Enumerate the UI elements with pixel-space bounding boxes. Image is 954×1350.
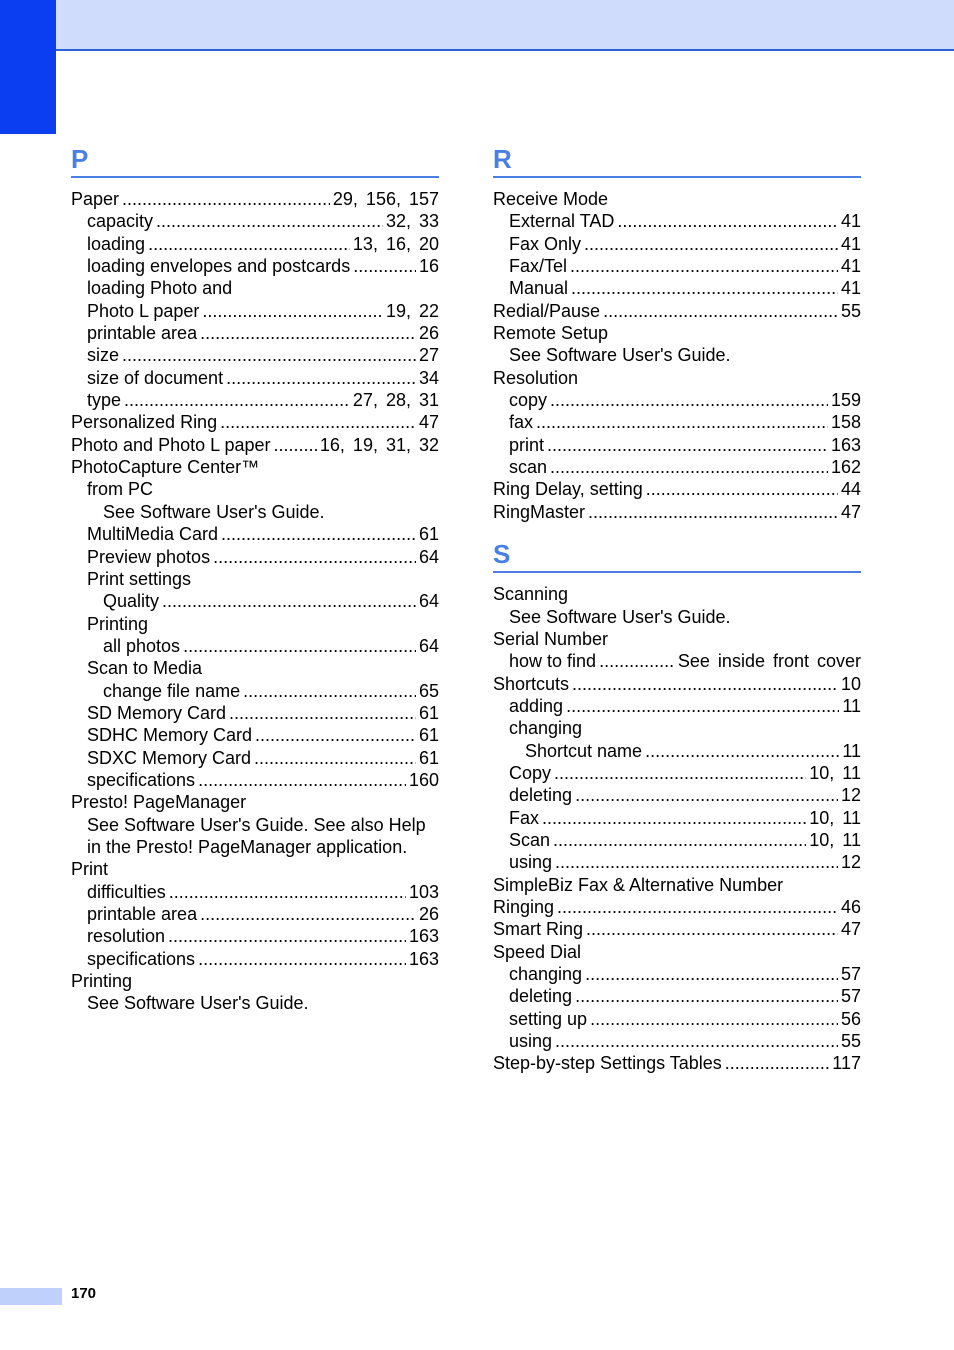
index-entry-capacity bbox=[71, 210, 439, 232]
dot-leader bbox=[200, 322, 416, 344]
entry-pages: 47 bbox=[418, 412, 439, 433]
index-column-right bbox=[493, 142, 861, 1075]
entry-pages: 10, 11 bbox=[809, 829, 861, 850]
entry-term: SD Memory Card bbox=[87, 702, 227, 723]
dot-leader bbox=[536, 411, 828, 433]
entry-term: See Software User's Guide. bbox=[103, 501, 325, 522]
entry-term: Preview photos bbox=[87, 546, 211, 567]
entry-term: MultiMedia Card bbox=[87, 524, 219, 545]
index-entry-ringing bbox=[493, 896, 861, 918]
dot-leader bbox=[645, 740, 839, 762]
section-letter: S bbox=[493, 537, 861, 573]
entry-pages: 10 bbox=[840, 673, 861, 694]
index-entry-simplebiz-fax-alternative-number bbox=[493, 874, 861, 896]
index-entry-scan bbox=[493, 456, 861, 478]
dot-leader bbox=[169, 881, 406, 903]
entry-pages: 44 bbox=[840, 479, 861, 500]
index-entry-sdhc-memory-card bbox=[71, 724, 439, 746]
index-entry-type bbox=[71, 389, 439, 411]
index-entry-adding bbox=[493, 695, 861, 717]
dot-leader bbox=[221, 523, 416, 545]
dot-leader bbox=[148, 233, 350, 255]
index-entry-paper bbox=[71, 188, 439, 210]
entry-term: Fax/Tel bbox=[509, 256, 568, 277]
dot-leader bbox=[122, 188, 330, 210]
entry-term: how to find bbox=[509, 651, 597, 672]
entry-pages: 12 bbox=[840, 852, 861, 873]
index-entry-loading bbox=[71, 233, 439, 255]
entry-term: changing bbox=[509, 964, 583, 984]
entry-term: Manual bbox=[509, 278, 569, 299]
entry-pages: 41 bbox=[840, 256, 861, 277]
index-entry-see-software-user-s-guide bbox=[493, 344, 861, 366]
entry-term: adding bbox=[509, 695, 564, 716]
index-entry-in-the-presto-pagemanager-application bbox=[71, 836, 439, 858]
entry-pages: 64 bbox=[418, 635, 439, 656]
entry-term: Print bbox=[71, 859, 109, 880]
section-letter: P bbox=[71, 142, 439, 178]
index-entry-copy bbox=[493, 389, 861, 411]
index-entry-serial-number bbox=[493, 628, 861, 650]
entry-term: Personalized Ring bbox=[71, 412, 218, 433]
index-entry-printable-area bbox=[71, 903, 439, 925]
index-entry-deleting bbox=[493, 784, 861, 806]
entry-term: See Software User's Guide. bbox=[509, 345, 731, 366]
index-column-left bbox=[71, 142, 439, 1015]
dot-leader bbox=[575, 985, 838, 1007]
entry-term: See Software User's Guide. bbox=[509, 606, 731, 627]
entry-term: Quality bbox=[103, 591, 160, 612]
entry-term: change file name bbox=[103, 680, 241, 701]
entry-term: printable area bbox=[87, 904, 198, 924]
index-entry-remote-setup bbox=[493, 322, 861, 344]
dot-leader bbox=[183, 635, 416, 657]
entry-pages: 13, 16, 20 bbox=[352, 233, 439, 254]
dot-leader bbox=[255, 724, 416, 746]
dot-leader bbox=[617, 210, 838, 232]
dot-leader bbox=[584, 233, 838, 255]
index-entry-photo-and-photo-l-paper bbox=[71, 434, 439, 456]
entry-pages: 19, 22 bbox=[385, 300, 439, 321]
dot-leader bbox=[570, 255, 838, 277]
index-entry-photo-l-paper bbox=[71, 300, 439, 322]
entry-term: loading Photo and bbox=[87, 278, 233, 299]
entry-pages: 159 bbox=[830, 390, 861, 411]
entry-term: print bbox=[509, 434, 545, 455]
index-entry-see-software-user-s-guide bbox=[493, 606, 861, 628]
dot-leader bbox=[168, 925, 406, 947]
dot-leader bbox=[162, 590, 416, 612]
entry-pages: 47 bbox=[840, 919, 861, 940]
dot-leader bbox=[122, 344, 416, 366]
index-entry-print bbox=[71, 858, 439, 880]
dot-leader bbox=[585, 963, 838, 985]
entry-pages: See inside front cover bbox=[677, 651, 861, 672]
index-entry-loading-envelopes-and-postcards bbox=[71, 255, 439, 277]
index-entry-from-pc bbox=[71, 478, 439, 500]
index-entry-photocapture-center bbox=[71, 456, 439, 478]
entry-term: specifications bbox=[87, 948, 196, 969]
dot-leader bbox=[202, 300, 383, 322]
entry-term: fax bbox=[509, 412, 534, 433]
index-entry-see-software-user-s-guide bbox=[71, 992, 439, 1014]
index-entry-speed-dial bbox=[493, 941, 861, 963]
entry-term: resolution bbox=[87, 926, 166, 947]
chapter-tab bbox=[0, 0, 56, 134]
entry-pages: 10, 11 bbox=[809, 807, 861, 828]
header-band bbox=[0, 0, 954, 51]
entry-term: SimpleBiz Fax & Alternative Number bbox=[493, 874, 784, 895]
entry-term: changing bbox=[509, 718, 583, 739]
entry-pages: 65 bbox=[418, 680, 439, 701]
entry-term: type bbox=[87, 390, 122, 411]
page-number: 170 bbox=[71, 1285, 97, 1302]
dot-leader bbox=[725, 1052, 830, 1074]
entry-term: size of document bbox=[87, 367, 224, 388]
entry-pages: 46 bbox=[840, 896, 861, 917]
entry-pages: 160 bbox=[408, 769, 439, 790]
index-section-s bbox=[493, 537, 861, 1075]
index-entry-resolution bbox=[493, 367, 861, 389]
entry-pages: 61 bbox=[418, 747, 439, 768]
index-entry-fax bbox=[493, 807, 861, 829]
dot-leader bbox=[646, 478, 838, 500]
entry-term: Serial Number bbox=[493, 628, 609, 649]
entry-term: size bbox=[87, 345, 120, 366]
dot-leader bbox=[566, 695, 839, 717]
entry-term: all photos bbox=[103, 635, 181, 656]
entry-term: Photo and Photo L paper bbox=[71, 434, 271, 455]
dot-leader bbox=[198, 948, 406, 970]
entry-pages: 29, 156, 157 bbox=[332, 189, 439, 209]
entry-term: Remote Setup bbox=[493, 323, 609, 344]
entry-pages: 10, 11 bbox=[809, 762, 861, 783]
entry-term: specifications bbox=[87, 769, 196, 790]
index-entry-preview-photos bbox=[71, 546, 439, 568]
index-entry-sd-memory-card bbox=[71, 702, 439, 724]
index-entry-using bbox=[493, 1030, 861, 1052]
index-entry-size-of-document bbox=[71, 367, 439, 389]
entry-term: in the Presto! PageManager application. bbox=[87, 836, 408, 857]
entry-term: Resolution bbox=[493, 367, 579, 388]
entry-pages: 163 bbox=[408, 926, 439, 947]
dot-leader bbox=[575, 784, 838, 806]
entry-term: Printing bbox=[87, 613, 149, 634]
dot-leader bbox=[200, 903, 416, 925]
index-entry-specifications bbox=[71, 769, 439, 791]
dot-leader bbox=[590, 1008, 838, 1030]
entry-pages: 55 bbox=[840, 1031, 861, 1052]
dot-leader bbox=[554, 762, 806, 784]
entry-pages: 162 bbox=[830, 457, 861, 478]
index-entry-redial-pause bbox=[493, 300, 861, 322]
section-letter: R bbox=[493, 142, 861, 178]
footer-bar bbox=[0, 1288, 62, 1305]
index-entry-setting-up bbox=[493, 1008, 861, 1030]
entry-term: loading envelopes and postcards bbox=[87, 256, 351, 277]
entry-pages: 55 bbox=[840, 300, 861, 321]
dot-leader bbox=[243, 680, 416, 702]
index-entry-changing bbox=[493, 963, 861, 985]
index-entry-all-photos bbox=[71, 635, 439, 657]
dot-leader bbox=[557, 896, 838, 918]
entry-term: using bbox=[509, 852, 553, 873]
entry-term: using bbox=[509, 1031, 553, 1052]
dot-leader bbox=[226, 367, 416, 389]
index-entry-external-tad bbox=[493, 210, 861, 232]
dot-leader bbox=[542, 807, 806, 829]
dot-leader bbox=[254, 747, 416, 769]
index-entry-ring-delay-setting bbox=[493, 478, 861, 500]
index-entry-shortcuts bbox=[493, 673, 861, 695]
index-entry-scan bbox=[493, 829, 861, 851]
index-entry-manual bbox=[493, 277, 861, 299]
entry-pages: 41 bbox=[840, 211, 861, 232]
entry-term: Photo L paper bbox=[87, 300, 200, 321]
index-entry-fax-only bbox=[493, 233, 861, 255]
index-entry-loading-photo-and bbox=[71, 277, 439, 299]
entry-term: Shortcut name bbox=[525, 740, 643, 761]
entry-term: Fax bbox=[509, 807, 540, 828]
entry-term: deleting bbox=[509, 986, 573, 1007]
entry-pages: 16, 19, 31, 32 bbox=[319, 434, 439, 455]
entry-term: Receive Mode bbox=[493, 189, 609, 209]
entry-term: See Software User's Guide. bbox=[87, 993, 309, 1014]
dot-leader bbox=[213, 546, 416, 568]
entry-pages: 103 bbox=[408, 881, 439, 902]
entry-term: loading bbox=[87, 233, 146, 254]
index-entry-printing bbox=[71, 970, 439, 992]
index-entry-print bbox=[493, 434, 861, 456]
section-gap bbox=[493, 523, 861, 537]
index-entry-printable-area bbox=[71, 322, 439, 344]
dot-leader bbox=[550, 389, 828, 411]
entry-pages: 56 bbox=[840, 1008, 861, 1029]
entry-term: Ring Delay, setting bbox=[493, 479, 643, 500]
entry-pages: 163 bbox=[408, 948, 439, 969]
entry-term: Fax Only bbox=[509, 233, 582, 254]
entry-pages: 16 bbox=[418, 256, 439, 277]
entry-pages: 117 bbox=[832, 1053, 861, 1074]
entry-pages: 61 bbox=[418, 725, 439, 746]
dot-leader bbox=[353, 255, 416, 277]
index-entry-using bbox=[493, 851, 861, 873]
entry-term: scan bbox=[509, 457, 548, 478]
entry-term: from PC bbox=[87, 479, 154, 500]
dot-leader bbox=[555, 1030, 838, 1052]
entry-pages: 158 bbox=[830, 412, 861, 433]
entry-term: SDXC Memory Card bbox=[87, 747, 252, 768]
entry-term: Print settings bbox=[87, 568, 192, 589]
entry-term: difficulties bbox=[87, 881, 166, 902]
index-section-r bbox=[493, 142, 861, 523]
index-entry-printing bbox=[71, 613, 439, 635]
entry-term: Scan bbox=[509, 829, 551, 850]
entry-term: Step-by-step Settings Tables bbox=[493, 1053, 722, 1074]
entry-pages: 41 bbox=[840, 233, 861, 254]
dot-leader bbox=[571, 277, 838, 299]
entry-pages: 34 bbox=[418, 367, 439, 388]
entry-pages: 64 bbox=[418, 591, 439, 612]
entry-pages: 47 bbox=[840, 501, 861, 522]
entry-pages: 61 bbox=[418, 524, 439, 545]
entry-term: Paper bbox=[71, 189, 120, 209]
entry-pages: 57 bbox=[840, 986, 861, 1007]
index-entry-ringmaster bbox=[493, 501, 861, 523]
dot-leader bbox=[586, 918, 838, 940]
entry-term: Scan to Media bbox=[87, 658, 203, 679]
entry-term: copy bbox=[509, 390, 548, 411]
dot-leader bbox=[550, 456, 828, 478]
entry-pages: 26 bbox=[418, 904, 439, 924]
index-entry-copy bbox=[493, 762, 861, 784]
index-entry-sdxc-memory-card bbox=[71, 747, 439, 769]
entry-pages: 61 bbox=[418, 702, 439, 723]
dot-leader bbox=[599, 650, 675, 672]
entry-term: PhotoCapture Center™ bbox=[71, 457, 260, 478]
entry-term: Redial/Pause bbox=[493, 300, 601, 321]
entry-pages: 27, 28, 31 bbox=[352, 390, 439, 411]
entry-term: Ringing bbox=[493, 896, 555, 917]
index-entry-see-software-user-s-guide bbox=[71, 501, 439, 523]
entry-term: Copy bbox=[509, 762, 552, 783]
entry-pages: 57 bbox=[840, 964, 861, 984]
dot-leader bbox=[603, 300, 838, 322]
dot-leader bbox=[572, 673, 838, 695]
dot-leader bbox=[229, 702, 416, 724]
entry-pages: 11 bbox=[842, 740, 861, 761]
entry-pages: 32, 33 bbox=[385, 211, 439, 232]
index-entry-print-settings bbox=[71, 568, 439, 590]
index-entry-smart-ring bbox=[493, 918, 861, 940]
index-entry-specifications bbox=[71, 948, 439, 970]
dot-leader bbox=[156, 210, 383, 232]
index-entry-step-by-step-settings-tables bbox=[493, 1052, 861, 1074]
dot-leader bbox=[274, 434, 317, 456]
dot-leader bbox=[588, 501, 838, 523]
index-entry-see-software-user-s-guide-see-also-help bbox=[71, 814, 439, 836]
entry-term: Printing bbox=[71, 971, 133, 992]
dot-leader bbox=[220, 411, 416, 433]
index-entry-how-to-find bbox=[493, 650, 861, 672]
entry-term: Presto! PageManager bbox=[71, 792, 247, 813]
entry-pages: 41 bbox=[840, 278, 861, 299]
index-entry-deleting bbox=[493, 985, 861, 1007]
index-entry-scanning bbox=[493, 583, 861, 605]
entry-term: See Software User's Guide. See also Help bbox=[87, 814, 426, 835]
entry-term: Smart Ring bbox=[493, 919, 584, 940]
entry-pages: 27 bbox=[418, 345, 439, 366]
entry-term: capacity bbox=[87, 211, 154, 232]
entry-term: deleting bbox=[509, 785, 573, 806]
index-entry-changing bbox=[493, 717, 861, 739]
entry-term: External TAD bbox=[509, 211, 615, 232]
index-entry-receive-mode bbox=[493, 188, 861, 210]
entry-term: setting up bbox=[509, 1008, 588, 1029]
dot-leader bbox=[553, 829, 806, 851]
entry-pages: 26 bbox=[418, 323, 439, 344]
index-entry-fax bbox=[493, 411, 861, 433]
entry-term: Scanning bbox=[493, 584, 569, 605]
index-entry-change-file-name bbox=[71, 680, 439, 702]
index-entry-fax-tel bbox=[493, 255, 861, 277]
dot-leader bbox=[547, 434, 828, 456]
index-entry-resolution bbox=[71, 925, 439, 947]
index-section-p bbox=[71, 142, 439, 1015]
index-entry-size bbox=[71, 344, 439, 366]
index-entry-multimedia-card bbox=[71, 523, 439, 545]
index-entry-shortcut-name bbox=[493, 740, 861, 762]
entry-term: RingMaster bbox=[493, 501, 586, 522]
index-entry-personalized-ring bbox=[71, 411, 439, 433]
entry-term: Speed Dial bbox=[493, 941, 582, 962]
entry-pages: 12 bbox=[840, 785, 861, 806]
entry-pages: 64 bbox=[418, 546, 439, 567]
index-entry-difficulties bbox=[71, 881, 439, 903]
index-entry-quality bbox=[71, 590, 439, 612]
entry-term: SDHC Memory Card bbox=[87, 725, 253, 746]
index-entry-scan-to-media bbox=[71, 657, 439, 679]
dot-leader bbox=[555, 851, 838, 873]
dot-leader bbox=[124, 389, 350, 411]
entry-pages: 11 bbox=[842, 695, 861, 716]
entry-term: Shortcuts bbox=[493, 673, 570, 694]
entry-pages: 163 bbox=[830, 434, 861, 455]
entry-term: printable area bbox=[87, 323, 198, 344]
index-entry-presto-pagemanager bbox=[71, 791, 439, 813]
dot-leader bbox=[198, 769, 406, 791]
